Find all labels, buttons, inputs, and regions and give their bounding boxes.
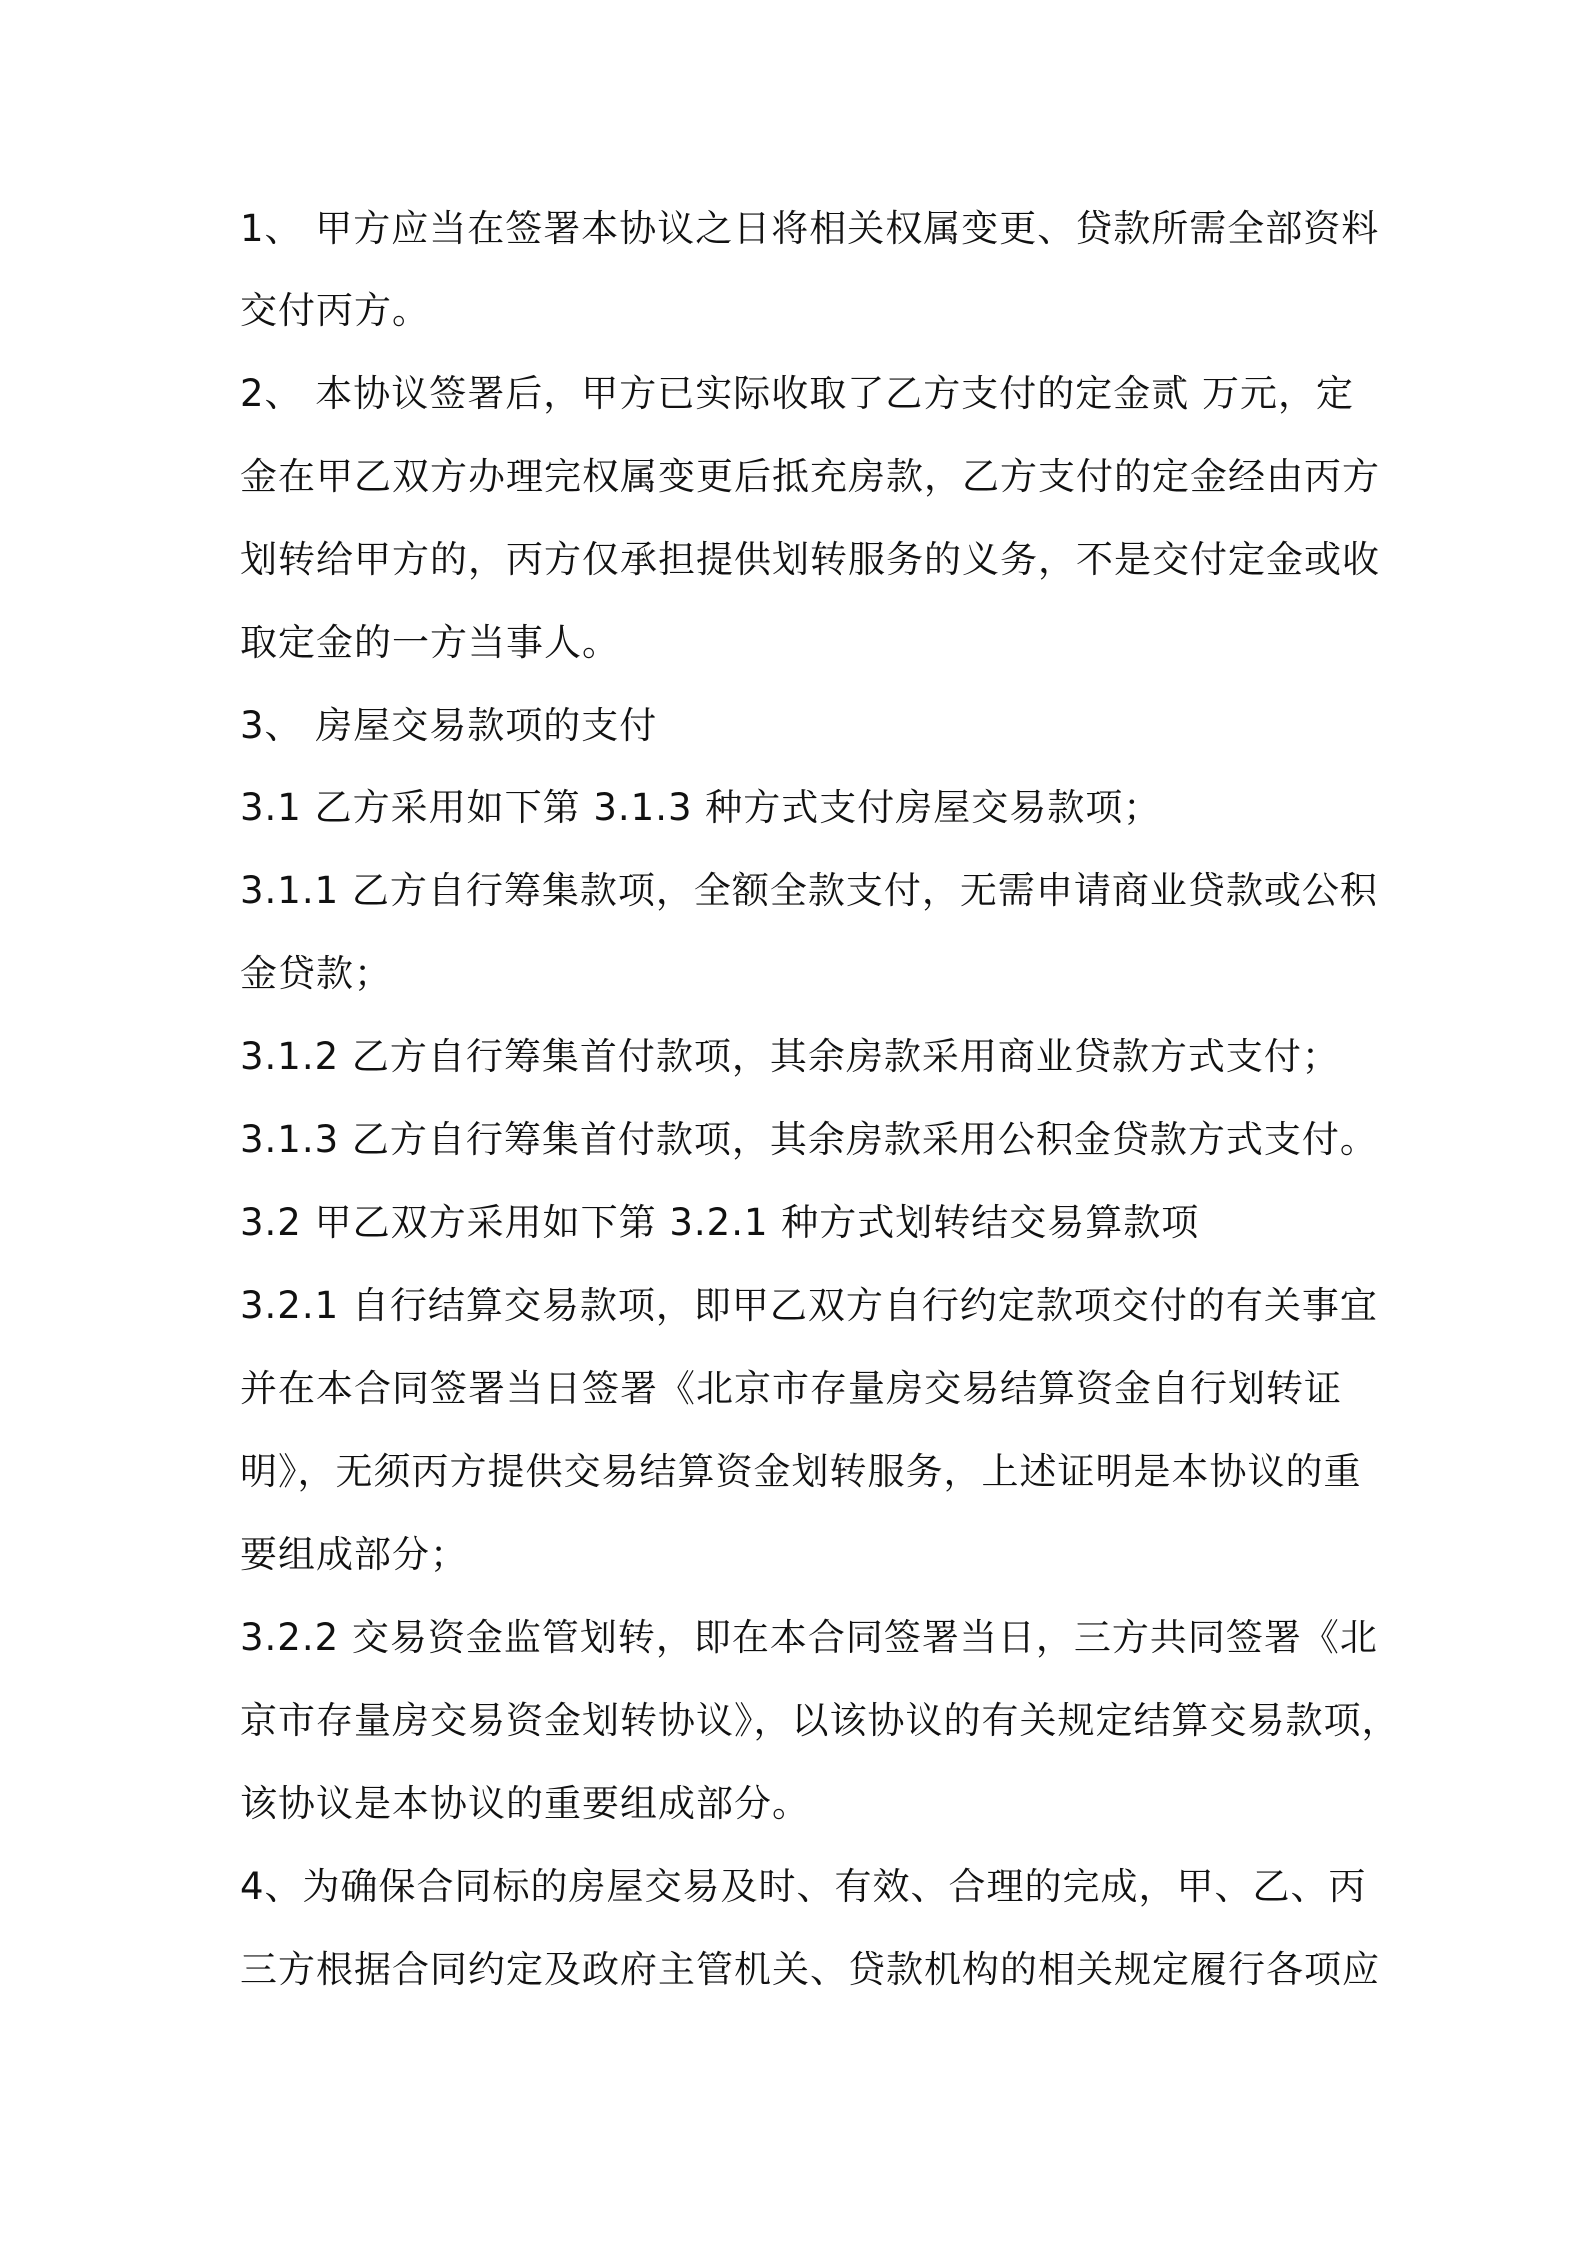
text-line: 该协议是本协议的重要组成部分。 [240, 1782, 810, 1825]
text-line: 3.2.1 自行结算交易款项，即甲乙双方自行约定款项交付的有关事宜 [240, 1284, 1378, 1327]
text-line: 4、为确保合同标的房屋交易及时、有效、合理的完成，甲、乙、丙 [240, 1865, 1367, 1908]
text-line: 金在甲乙双方办理完权属变更后抵充房款，乙方支付的定金经由丙方 [240, 455, 1380, 498]
text-line: 3.2 甲乙双方采用如下第 3.2.1 种方式划转结交易算款项 [240, 1201, 1200, 1244]
text-line: 3.2.2 交易资金监管划转，即在本合同签署当日，三方共同签署《北 [240, 1616, 1378, 1659]
text-line: 3.1.3 乙方自行筹集首付款项，其余房款采用公积金贷款方式支付。 [240, 1118, 1378, 1161]
text-line: 3、 房屋交易款项的支付 [240, 704, 658, 747]
text-line: 三方根据合同约定及政府主管机关、贷款机构的相关规定履行各项应 [240, 1948, 1380, 1991]
text-line: 交付丙方。 [240, 289, 430, 332]
text-line: 3.1.1 乙方自行筹集款项，全额全款支付，无需申请商业贷款或公积 [240, 869, 1378, 912]
text-line: 划转给甲方的，丙方仅承担提供划转服务的义务，不是交付定金或收 [240, 538, 1380, 581]
text-line: 并在本合同签署当日签署《北京市存量房交易结算资金自行划转证 [240, 1367, 1342, 1410]
text-line: 3.1.2 乙方自行筹集首付款项，其余房款采用商业贷款方式支付； [240, 1035, 1340, 1078]
text-line: 京市存量房交易资金划转协议》，以该协议的有关规定结算交易款项， [240, 1699, 1400, 1742]
text-line: 取定金的一方当事人。 [240, 621, 620, 664]
text-line: 2、 本协议签署后，甲方已实际收取了乙方支付的定金贰 万元，定 [240, 372, 1355, 415]
text-line: 要组成部分； [240, 1533, 468, 1576]
text-line: 1、 甲方应当在签署本协议之日将相关权属变更、贷款所需全部资料 [240, 207, 1380, 250]
text-line: 明》，无须丙方提供交易结算资金划转服务，上述证明是本协议的重 [240, 1450, 1362, 1493]
text-line: 金贷款； [240, 952, 392, 995]
text-line: 3.1 乙方采用如下第 3.1.3 种方式支付房屋交易款项； [240, 786, 1162, 829]
